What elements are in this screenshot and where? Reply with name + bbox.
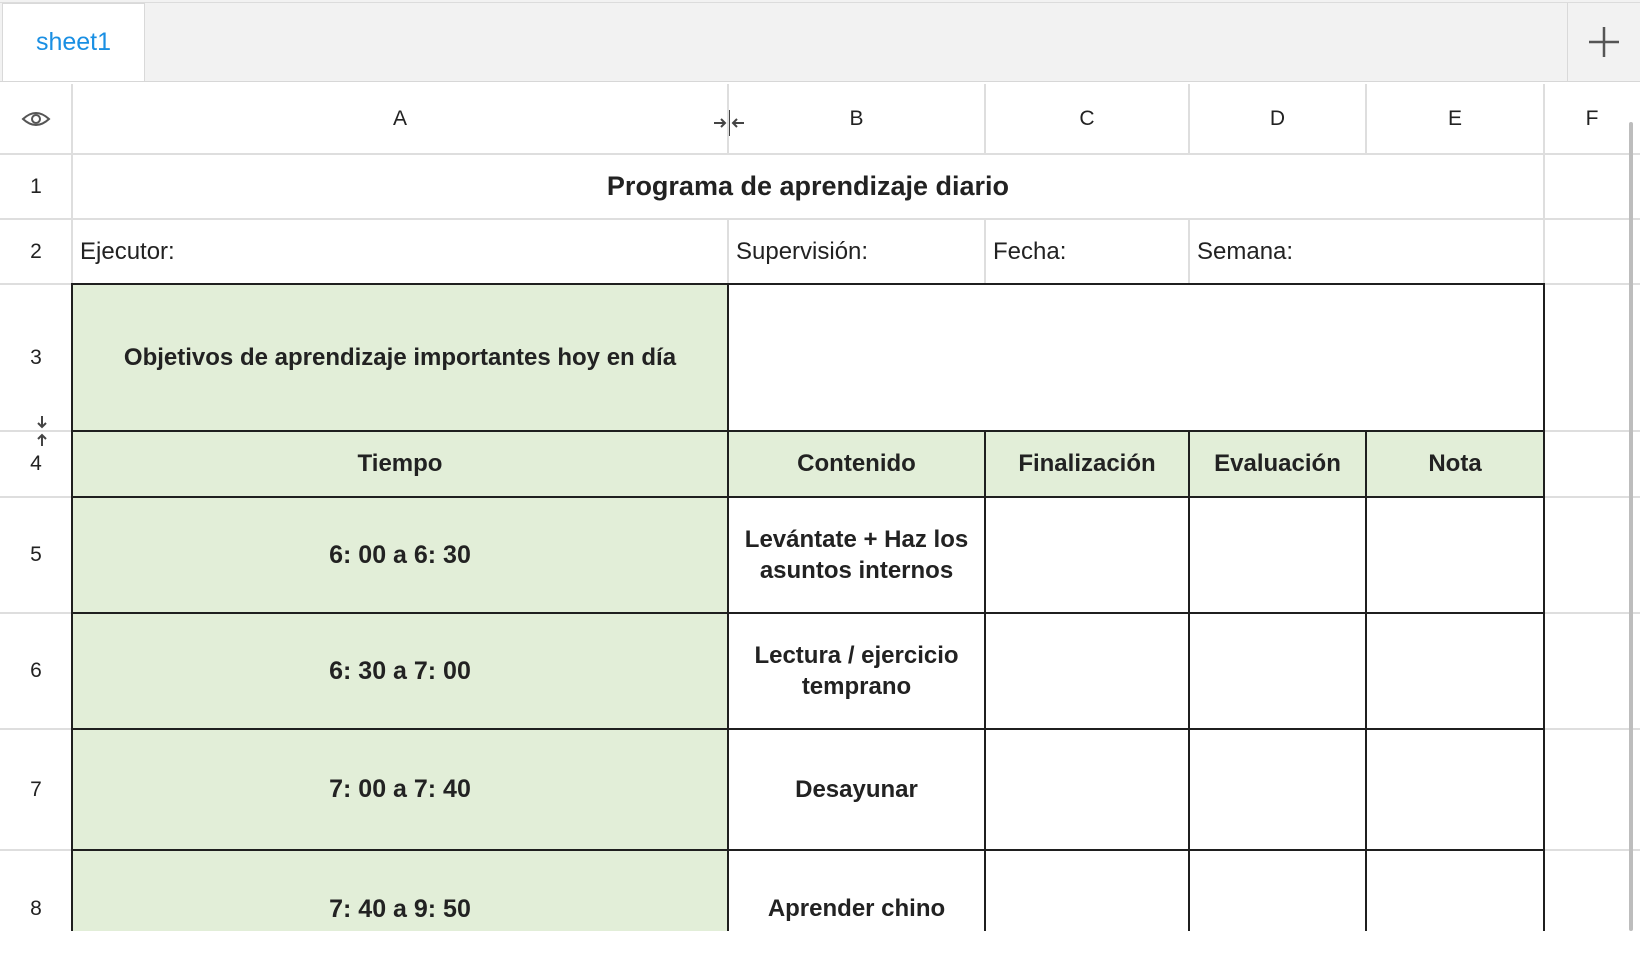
evaluacion-cell-row7[interactable] bbox=[1189, 729, 1366, 850]
header-nota[interactable]: Nota bbox=[1428, 450, 1482, 477]
nota-cell-row5[interactable] bbox=[1366, 497, 1544, 613]
table-border bbox=[71, 496, 1545, 498]
objectives-label-cell[interactable]: Objetivos de aprendizaje importantes hoy en día bbox=[123, 343, 677, 371]
header-finalizacion[interactable]: Finalización bbox=[1018, 450, 1156, 477]
column-resize-handle[interactable] bbox=[712, 108, 746, 138]
supervision-cell[interactable]: Supervisión: bbox=[736, 237, 869, 265]
finalizacion-cell-row5[interactable] bbox=[985, 497, 1189, 613]
row-header-6[interactable]: 6 bbox=[30, 659, 42, 682]
column-header-e[interactable]: E bbox=[1447, 107, 1462, 130]
row-header-2[interactable]: 2 bbox=[30, 239, 42, 263]
sheet-tab-bar bbox=[0, 0, 1640, 82]
tab-bar-top-rule bbox=[0, 2, 1640, 3]
column-header-b[interactable]: B bbox=[849, 107, 864, 130]
finalizacion-cell-row7[interactable] bbox=[985, 729, 1189, 850]
row-header-7[interactable]: 7 bbox=[30, 777, 42, 801]
time-cell-row8[interactable]: 7: 40 a 9: 50 bbox=[329, 894, 471, 923]
header-contenido[interactable]: Contenido bbox=[797, 450, 916, 477]
vertical-scrollbar[interactable] bbox=[1629, 122, 1633, 931]
table-border bbox=[1188, 430, 1190, 931]
row-header-3[interactable]: 3 bbox=[30, 345, 42, 369]
table-border bbox=[71, 728, 1545, 730]
table-border bbox=[1365, 430, 1367, 931]
content-cell-row8[interactable]: Aprender chino bbox=[767, 895, 946, 922]
finalizacion-cell-row8[interactable] bbox=[985, 850, 1189, 931]
table-border bbox=[71, 283, 73, 931]
column-header-f[interactable]: F bbox=[1585, 107, 1599, 130]
table-border bbox=[71, 849, 1545, 851]
add-sheet-button[interactable] bbox=[1567, 3, 1640, 81]
time-cell-row7[interactable]: 7: 00 a 7: 40 bbox=[329, 775, 471, 803]
table-border bbox=[71, 430, 1545, 432]
tab-sheet1[interactable]: sheet1 bbox=[2, 3, 145, 81]
table-border bbox=[71, 612, 1545, 614]
content-cell-row5[interactable]: Levántate + Haz los asuntos internos bbox=[744, 526, 969, 584]
nota-cell-row8[interactable] bbox=[1366, 850, 1544, 931]
nota-cell-row6[interactable] bbox=[1366, 613, 1544, 729]
column-resize-icon bbox=[712, 108, 746, 138]
content-cell-row7[interactable]: Desayunar bbox=[795, 775, 918, 803]
row-header-8[interactable]: 8 bbox=[30, 897, 42, 920]
table-border bbox=[1543, 283, 1545, 931]
table-border bbox=[984, 430, 986, 931]
row-header-1[interactable]: 1 bbox=[30, 174, 42, 198]
time-cell-row6[interactable]: 6: 30 a 7: 00 bbox=[329, 656, 471, 685]
time-cell-row5[interactable]: 6: 00 a 6: 30 bbox=[329, 540, 471, 569]
content-cell-row6[interactable]: Lectura / ejercicio temprano bbox=[754, 642, 959, 700]
row-header-5[interactable]: 5 bbox=[30, 543, 42, 566]
column-header-c[interactable]: C bbox=[1079, 107, 1095, 130]
plus-icon bbox=[1587, 25, 1621, 59]
ejecutor-cell[interactable]: Ejecutor: bbox=[80, 237, 175, 265]
evaluacion-cell-row6[interactable] bbox=[1189, 613, 1366, 729]
row-header-4[interactable]: 4 bbox=[30, 452, 42, 475]
sheet-title-cell[interactable]: Programa de aprendizaje diario bbox=[606, 171, 1010, 201]
finalizacion-cell-row6[interactable] bbox=[985, 613, 1189, 729]
evaluacion-cell-row8[interactable] bbox=[1189, 850, 1366, 931]
header-tiempo[interactable]: Tiempo bbox=[357, 450, 443, 477]
eye-icon bbox=[21, 109, 51, 129]
evaluacion-cell-row5[interactable] bbox=[1189, 497, 1366, 613]
column-header-d[interactable]: D bbox=[1269, 107, 1286, 130]
table-border bbox=[71, 283, 1545, 285]
semana-cell[interactable]: Semana: bbox=[1197, 237, 1294, 265]
fecha-cell[interactable]: Fecha: bbox=[993, 237, 1067, 265]
nota-cell-row7[interactable] bbox=[1366, 729, 1544, 850]
objectives-value-cell[interactable] bbox=[728, 284, 1544, 431]
table-border bbox=[727, 283, 729, 931]
column-header-a[interactable]: A bbox=[392, 107, 407, 130]
header-evaluacion[interactable]: Evaluación bbox=[1214, 450, 1341, 477]
visibility-toggle[interactable] bbox=[0, 84, 72, 154]
